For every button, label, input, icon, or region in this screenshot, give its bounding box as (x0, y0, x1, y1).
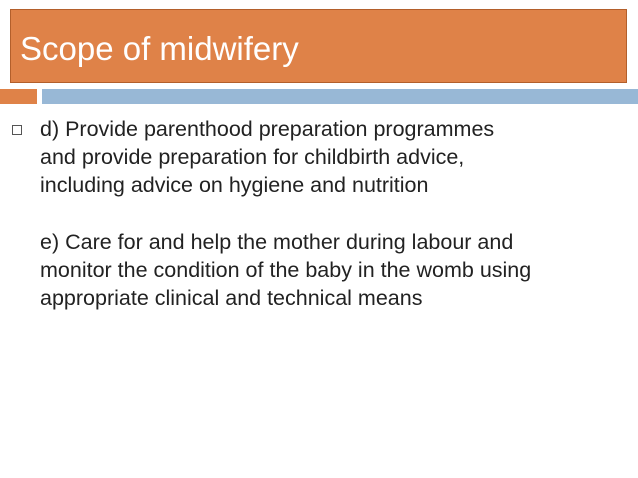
paragraph-e (40, 228, 632, 313)
accent-bar-blue (42, 89, 638, 104)
paragraph-line: appropriate clinical and technical means (40, 286, 423, 311)
paragraph-line: d) Provide parenthood preparation programmes (40, 117, 495, 141)
paragraph-line: including advice on hygiene and nutrition (40, 173, 429, 198)
slide-title: Scope of midwifery (20, 30, 299, 67)
paragraph-d (40, 115, 632, 200)
accent-bar-orange (0, 89, 37, 104)
square-bullet-icon (12, 125, 22, 135)
paragraph-line: e) Care for and help the mother during labour and (40, 229, 514, 254)
paragraph-line: monitor the condition of the baby in the womb using (40, 258, 532, 282)
paragraph-line: and provide preparation for childbirth advice, (40, 145, 465, 170)
slide-body (40, 115, 632, 312)
title-bar (10, 9, 627, 83)
